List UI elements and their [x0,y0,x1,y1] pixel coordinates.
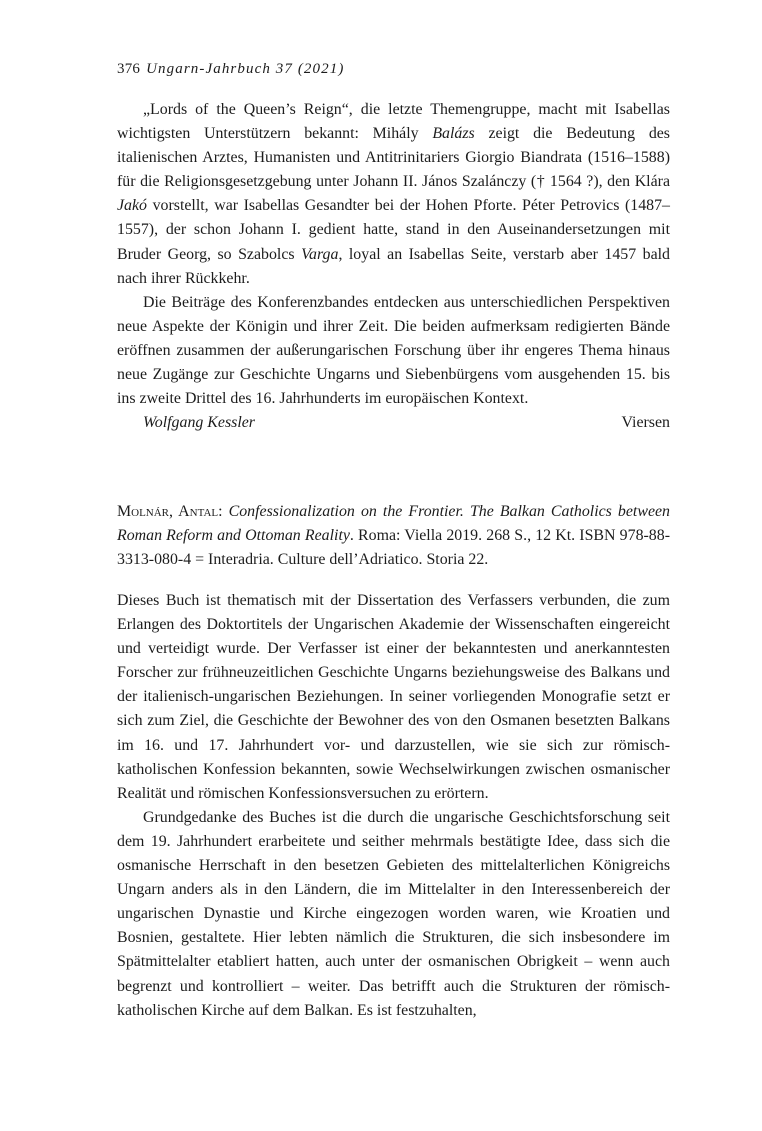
review-kessler [117,98,670,435]
book-publication-info: . Roma: Viella 2019. 268 S., 12 Kt. ISBN 978-88-3313-080-4 = Interadria. Culture dell’Adriatico. Storia 22. [117,527,670,569]
journal-title: Ungarn-Jahrbuch 37 (2021) [146,61,345,77]
review2-paragraph-2: Grundgedanke des Buches ist die durch die ungarische Geschichtsforschung seit dem 19. Jahrhundert erarbeitete und seither mehrmals bestätigte Idee, dass sich die osmanische Herrschaft in den besetzen Gebieten des mittelalterlichen Königreichs Ungarn anders als in den Ländern, die im Mittelalter in den Interessenbereich der ungarischen Dynastie und Kirche eingezogen worden waren, wie Kroatien und Bosnien, gestaltete. Hier lebten nämlich die Strukturen, die sich insbesondere im Spätmittelalter etabliert hatten, auch unter der osmanischen Obrigkeit – wenn auch begrenzt und kontrolliert – weiter. Das betrifft auch die Strukturen der römisch-katholischen Kirche auf dem Balkan. Es ist festzuhalten, [117,808,670,1019]
review1-paragraph-1 [117,98,670,291]
text-run: vorstellt, war Isabellas Gesandter bei der Hohen Pforte. Péter Petrovics (1487–1557), der schon Johann I. gedient hatte, stand in den Auseinandersetzungen mit Bruder Georg, so Szabolcs [117,197,670,263]
review-molnar [117,589,670,1023]
author-name-balazs: Balázs [432,125,475,143]
text-run: „Lords of the Queen’s Reign“, die letzte Themengruppe, macht mit Isabellas wichtigsten Unterstützern bekannt: Mihály [117,101,670,143]
reviewer-name: Wolfgang Kessler [143,414,255,432]
book-title: Confessionalization on the Frontier. The Balkan Catholics between Roman Reform and Ottoman Reality [117,503,670,545]
author-name-jako: Jakó [117,197,147,215]
review-citation [117,500,670,572]
review1-paragraph-2: Die Beiträge des Konferenzbandes entdecken aus unterschiedlichen Perspektiven neue Aspekte der Königin und ihrer Zeit. Die beiden aufmerksam redigierten Bände eröffnen zusammen der außerungarischen Forschung über ihr engeres Thema hinaus neue Zugänge zur Geschichte Ungarns und Siebenbürgens vom ausgehenden 15. bis ins zweite Drittel des 16. Jahrhunderts im europäischen Kontext. [117,293,670,408]
running-header [117,61,344,78]
book-author: Molnár, Antal: [117,503,223,520]
page-number: 376 [117,61,141,77]
reviewer-place: Viersen [621,414,670,432]
text-run: zeigt die Bedeutung des italienischen Arztes, Humanisten und Antitrinitariers Giorgio Biandrata (1516–1588) für die Religionsgesetzgebung unter Johann II. János Szalánczy († 1564 ?), den Klára [117,125,670,191]
review-signature [117,411,670,435]
review2-paragraph-1: Dieses Buch ist thematisch mit der Dissertation des Verfassers verbunden, die zum Erlangen des Doktortitels der Ungarischen Akademie der Wissenschaften eingereicht und verteidigt wurde. Der Verfasser ist einer der bekanntesten und anerkanntesten Forscher zur frühneuzeitlichen Geschichte Ungarns beziehungsweise des Balkans und der italienisch-ungarischen Beziehungen. In seiner vorliegenden Monografie setzt er sich zum Ziel, die Geschichte der Bewohner des von den Osmanen besetzten Balkans im 16. und 17. Jahrhundert vor- und darzustellen, wie sie sich zur römisch-katholischen Konfession bekannten, sowie Wechselwirkungen zwischen osmanischer Realität und römischen Konfessionsversuchen zu erörtern. [117,592,670,802]
author-name-varga: Varga [301,245,339,263]
text-run: , loyal an Isabellas Seite, verstarb aber 1457 bald nach ihrer Rückkehr. [117,245,671,287]
bibliographic-entry [117,500,670,572]
